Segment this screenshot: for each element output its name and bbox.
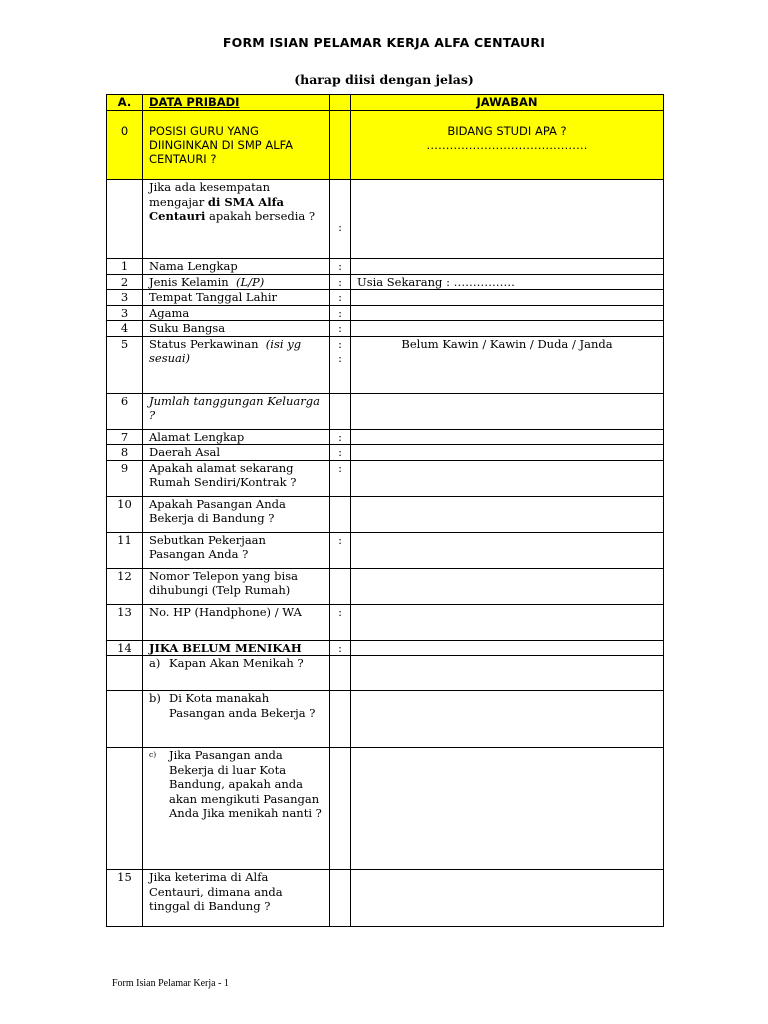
form-row-birth: 3 Tempat Tanggal Lahir : — [107, 290, 664, 306]
form-row-phone: 12 Nomor Telepon yang bisa dihubungi (Telp Rumah) — [107, 568, 664, 604]
section-label: JIKA BELUM MENIKAH — [143, 640, 330, 656]
colon: : — [330, 180, 351, 259]
field-label: Status Perkawinan (isi yg sesuai) — [143, 336, 330, 393]
subject-answer-field[interactable] — [351, 111, 664, 180]
answer-field[interactable] — [351, 870, 664, 927]
form-row-marital: 5 Status Perkawinan (isi yg sesuai) : : Belum Kawin / Kawin / Duda / Janda — [107, 336, 664, 393]
answer-field[interactable] — [351, 445, 664, 461]
field-label: Agama — [143, 305, 330, 321]
form-row-name: 1 Nama Lengkap : — [107, 259, 664, 275]
sma-willingness-row — [107, 180, 664, 259]
field-label: No. HP (Handphone) / WA — [143, 604, 330, 640]
page-footer: Form Isian Pelamar Kerja - 1 — [112, 978, 229, 989]
form-row-unmarried: 14 JIKA BELUM MENIKAH : — [107, 640, 664, 656]
answer-field[interactable] — [351, 321, 664, 337]
position-question: POSISI GURU YANG DIINGINKAN DI SMP ALFA CENTAURI ? — [143, 111, 330, 180]
answer-field[interactable] — [351, 180, 664, 259]
field-label: Suku Bangsa — [143, 321, 330, 337]
sma-question: Jika ada kesempatan mengajar di SMA Alfa Centauri apakah bersedia ? — [143, 180, 330, 259]
marital-options-field[interactable]: Belum Kawin / Kawin / Duda / Janda — [351, 336, 664, 393]
field-label: a) Kapan Akan Menikah ? — [143, 656, 330, 691]
answer-field[interactable] — [351, 393, 664, 429]
field-label: Tempat Tanggal Lahir — [143, 290, 330, 306]
form-subtitle: (harap diisi dengan jelas) — [294, 72, 474, 87]
subject-dotted-line: …………………………………… — [426, 138, 588, 152]
form-row-handphone: 13 No. HP (Handphone) / WA : — [107, 604, 664, 640]
form-row-partner-job: 11 Sebutkan Pekerjaan Pasangan Anda ? : — [107, 532, 664, 568]
applicant-form-table — [106, 94, 664, 927]
field-label: Daerah Asal — [143, 445, 330, 461]
form-row-dependents: 6 Jumlah tanggungan Keluarga ? — [107, 393, 664, 429]
answer-field[interactable] — [351, 656, 664, 691]
answer-field[interactable] — [351, 305, 664, 321]
answer-field[interactable] — [351, 691, 664, 748]
field-label: Apakah alamat sekarang Rumah Sendiri/Kontrak ? — [143, 460, 330, 496]
sub-row-b — [107, 691, 664, 748]
field-label: b) Di Kota manakah Pasangan anda Bekerja ? — [143, 691, 330, 748]
field-label: Jumlah tanggungan Keluarga ? — [143, 393, 330, 429]
answer-field[interactable] — [351, 568, 664, 604]
form-row-ethnicity: 4 Suku Bangsa : — [107, 321, 664, 337]
answer-field[interactable] — [351, 429, 664, 445]
field-label: c) Jika Pasangan anda Bekerja di luar Kota Bandung, apakah anda akan mengikuti Pasangan Anda Jika menikah nanti ? — [143, 748, 330, 870]
field-label: Apakah Pasangan Anda Bekerja di Bandung ? — [143, 496, 330, 532]
answer-field[interactable] — [351, 460, 664, 496]
answer-field[interactable] — [351, 259, 664, 275]
answer-field[interactable] — [351, 290, 664, 306]
age-answer-field[interactable]: Usia Sekarang : ……………. — [351, 274, 664, 290]
row-number: 0 — [107, 111, 143, 180]
answer-field[interactable] — [351, 496, 664, 532]
field-label: Jenis Kelamin (L/P) — [143, 274, 330, 290]
answer-field[interactable] — [351, 640, 664, 656]
form-row-housing: 9 Apakah alamat sekarang Rumah Sendiri/Kontrak ? : — [107, 460, 664, 496]
field-label: Nomor Telepon yang bisa dihubungi (Telp Rumah) — [143, 568, 330, 604]
form-row-religion: 3 Agama : — [107, 305, 664, 321]
sub-row-c — [107, 748, 664, 870]
form-row-address: 7 Alamat Lengkap : — [107, 429, 664, 445]
form-title: FORM ISIAN PELAMAR KERJA ALFA CENTAURI — [222, 35, 546, 50]
section-title: DATA PRIBADI — [143, 95, 330, 111]
field-label: Alamat Lengkap — [143, 429, 330, 445]
position-row — [107, 111, 664, 180]
answer-field[interactable] — [351, 604, 664, 640]
answer-field[interactable] — [351, 532, 664, 568]
subject-question: BIDANG STUDI APA ? — [447, 124, 567, 138]
form-row-residence: 15 Jika keterima di Alfa Centauri, dimana anda tinggal di Bandung ? — [107, 870, 664, 927]
form-row-gender: 2 Jenis Kelamin (L/P) : Usia Sekarang : ……………. — [107, 274, 664, 290]
field-label: Sebutkan Pekerjaan Pasangan Anda ? — [143, 532, 330, 568]
answer-field[interactable] — [351, 748, 664, 870]
section-number: A. — [107, 95, 143, 111]
field-label: Jika keterima di Alfa Centauri, dimana anda tinggal di Bandung ? — [143, 870, 330, 927]
answer-column-header: JAWABAN — [351, 95, 664, 111]
form-row-partner-bandung: 10 Apakah Pasangan Anda Bekerja di Bandung ? — [107, 496, 664, 532]
sub-row-a — [107, 656, 664, 691]
field-label: Nama Lengkap — [143, 259, 330, 275]
form-row-origin: 8 Daerah Asal : — [107, 445, 664, 461]
header-row — [107, 95, 664, 111]
